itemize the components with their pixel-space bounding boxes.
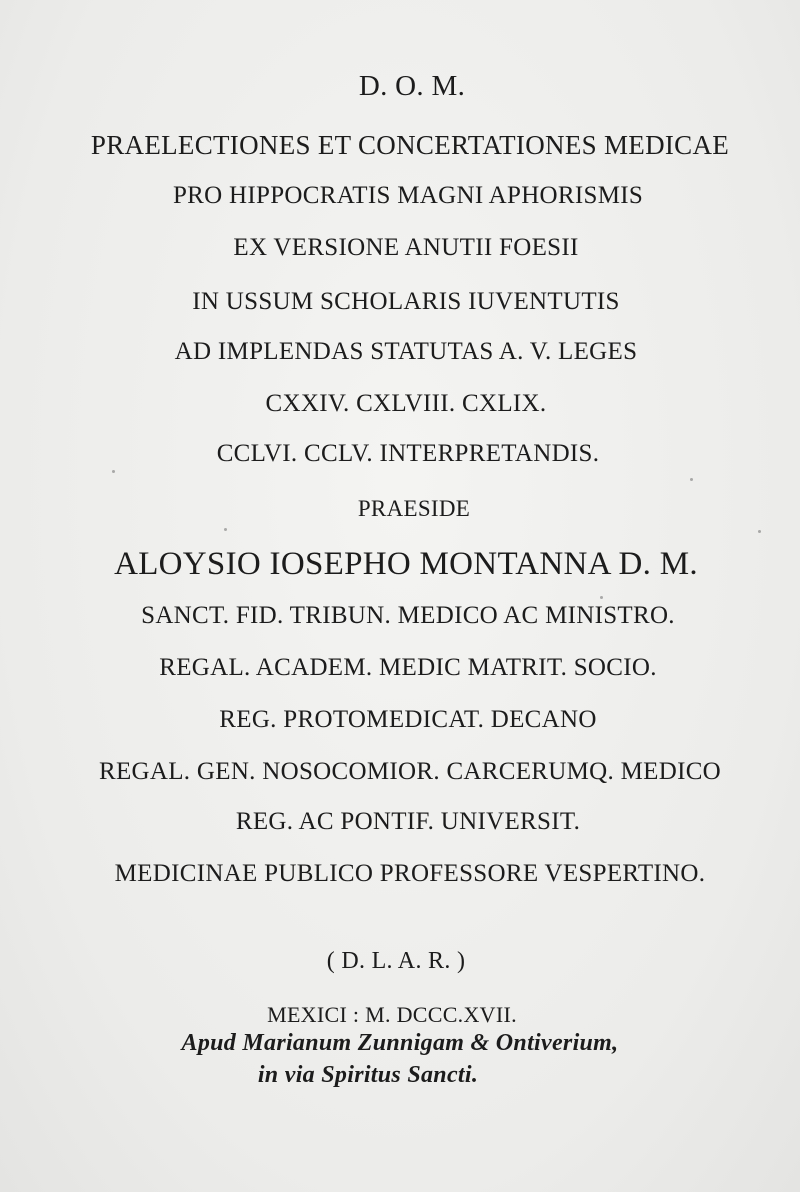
title-line-3: EX VERSIONE ANUTII FOESII	[233, 234, 579, 261]
imprint-place-date: MEXICI : M. DCCC.XVII.	[267, 1002, 517, 1027]
printer-line-1: Apud Marianum Zunnigam & Ontiverium,	[181, 1030, 619, 1056]
print-speck	[112, 470, 115, 473]
title-line-7: CCLVI. CCLV. INTERPRETANDIS.	[216, 440, 600, 467]
president-title-3: REG. PROTOMEDICAT. DECANO	[219, 706, 597, 733]
respondent-initials: ( D. L. A. R. )	[326, 948, 466, 974]
president-title-5: REG. AC PONTIF. UNIVERSIT.	[235, 808, 581, 835]
president-title-2: REGAL. ACADEM. MEDIC MATRIT. SOCIO.	[159, 654, 657, 681]
praeside-label: PRAESIDE	[357, 496, 471, 521]
president-title-1: SANCT. FID. TRIBUN. MEDICO AC MINISTRO.	[141, 602, 675, 629]
president-title-6: MEDICINAE PUBLICO PROFESSORE VESPERTINO.	[114, 860, 706, 887]
title-line-4: IN USSUM SCHOLARIS IUVENTUTIS	[192, 288, 620, 315]
printer-line-2: in via Spiritus Sancti.	[257, 1062, 479, 1088]
title-line-1: PRAELECTIONES ET CONCERTATIONES MEDICAE	[90, 130, 730, 160]
print-speck	[224, 528, 227, 531]
title-line-5: AD IMPLENDAS STATUTAS A. V. LEGES	[174, 338, 638, 365]
title-line-2: PRO HIPPOCRATIS MAGNI APHORISMIS	[172, 182, 644, 209]
print-speck	[600, 596, 603, 599]
president-name: ALOYSIO IOSEPHO MONTANNA D. M.	[114, 546, 698, 582]
president-title-4: REGAL. GEN. NOSOCOMIOR. CARCERUMQ. MEDICO	[98, 758, 722, 785]
print-speck	[758, 530, 761, 533]
dedication: D. O. M.	[358, 70, 466, 102]
print-speck	[690, 478, 693, 481]
title-line-6: CXXIV. CXLVIII. CXLIX.	[265, 390, 547, 417]
